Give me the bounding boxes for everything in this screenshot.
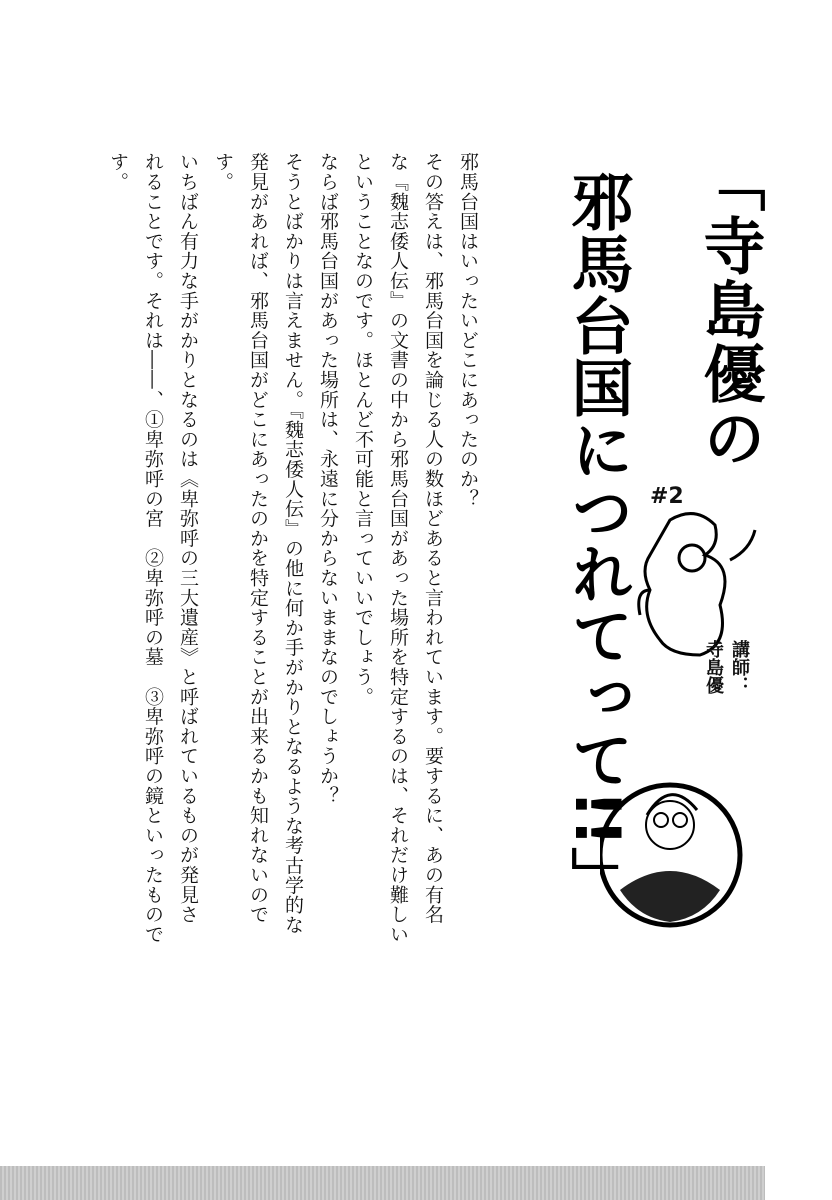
body-line: ならば邪馬台国があった場所は、永遠に分からないままなのでしょうか？ xyxy=(317,152,339,806)
lecturer-name: 寺島優 xyxy=(703,640,724,694)
series-title-line-2: 邪馬台国につれてって!!」 xyxy=(561,170,634,909)
body-line: いちばん有力な手がかりとなるのは《卑弥呼の三大遺産》と呼ばれているものが発見さ xyxy=(177,152,199,925)
body-line: 発見があれば、邪馬台国がどこにあったのかを特定することが出来るかも知れないのです。 xyxy=(212,152,269,925)
body-line: そうとばかりは言えません。『魏志倭人伝』の他に何か手がかりとなるような考古学的な xyxy=(282,152,304,935)
body-line: な『魏志倭人伝』の文書の中から邪馬台国があった場所を特定するのは、それだけ難しい xyxy=(387,152,409,944)
series-title-line-1: 「寺島優の xyxy=(693,150,766,470)
body-line: ということなのです。ほとんど不可能と言っていいでしょう。 xyxy=(352,152,374,707)
body-line: その答えは、邪馬台国を論じる人の数ほどあると言われています。要するに、あの有名 xyxy=(422,152,444,925)
lecturer-credit xyxy=(700,640,752,694)
haniwa-figure-illustration xyxy=(639,514,755,655)
episode-number: #2 xyxy=(650,484,684,509)
page-edge-band xyxy=(0,1166,765,1200)
body-line: す。 xyxy=(107,152,129,192)
article-body xyxy=(100,152,485,952)
body-line: れることです。それは――、①卑弥呼の宮 ②卑弥呼の墓 ③卑弥呼の鏡といったもので xyxy=(142,152,164,944)
lecturer-label: 講師： xyxy=(729,640,750,694)
body-line: 邪馬台国はいったいどこにあったのか？ xyxy=(457,152,479,509)
